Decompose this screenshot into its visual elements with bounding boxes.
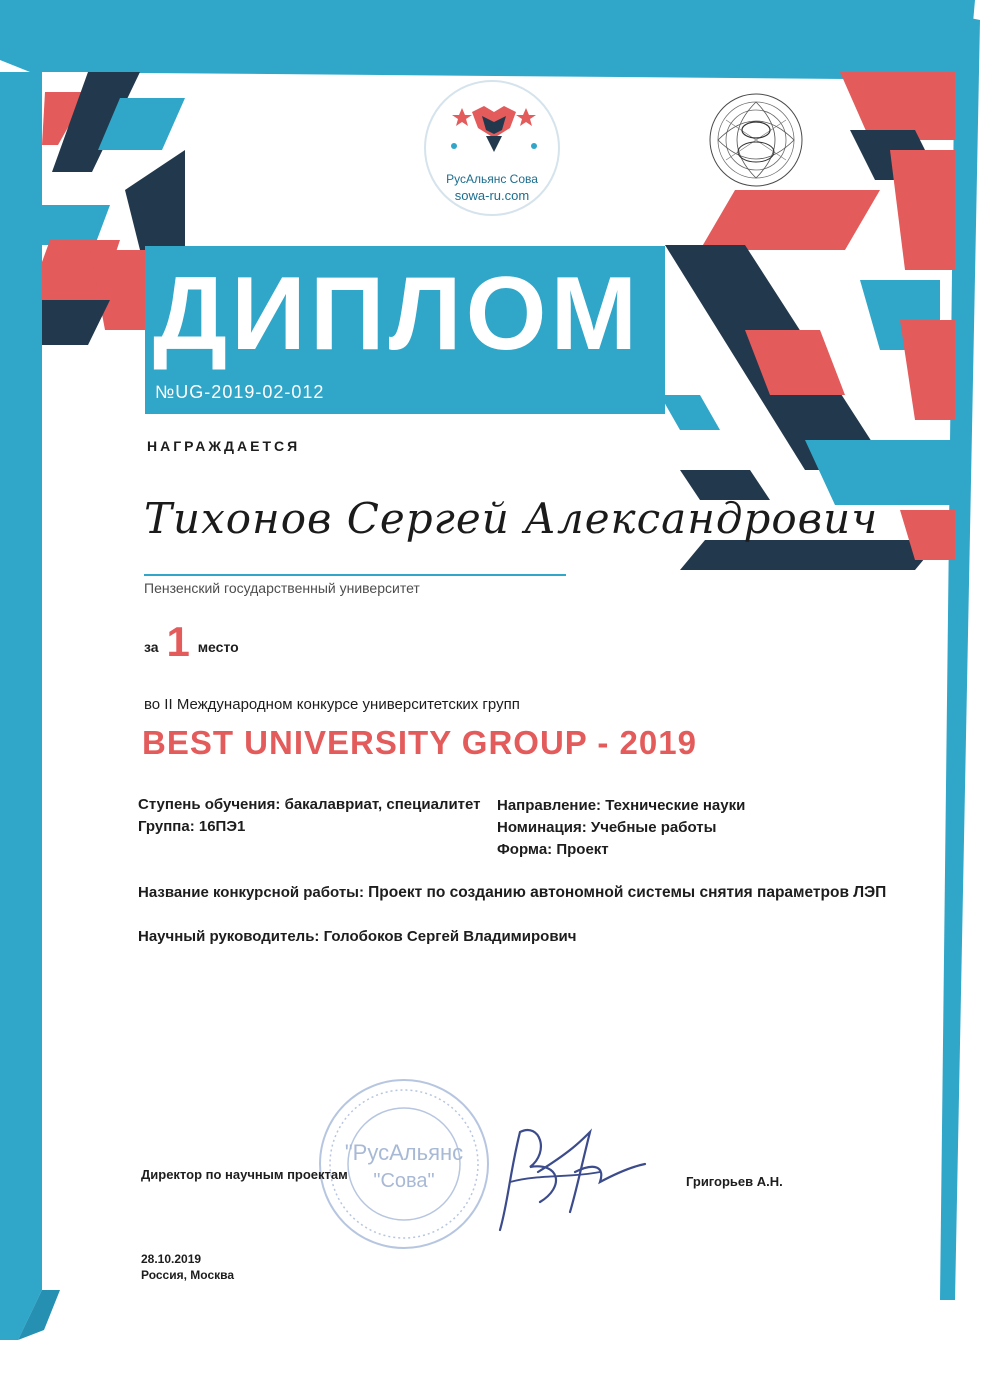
owl-logo-icon [426, 82, 562, 172]
place-suffix: место [197, 639, 239, 655]
organization-logo [424, 80, 560, 216]
diploma-number: №UG-2019-02-012 [155, 382, 325, 402]
study-group: Группа: 16ПЭ1 [138, 818, 246, 835]
issue-date: 28.10.2019 [141, 1252, 202, 1266]
form: Форма: Проект [497, 841, 609, 858]
title-banner [145, 246, 665, 414]
details-right [497, 795, 745, 861]
scientific-advisor: Научный руководитель: Голобоков Сергей Владимирович [138, 928, 577, 945]
signatory-name: Григорьев А.Н. [686, 1174, 783, 1189]
issue-location: Россия, Москва [141, 1268, 235, 1282]
stamp-text-line2: "Сова" [373, 1170, 435, 1192]
place-line [144, 618, 239, 666]
work-label: Название конкурсной работы: [138, 884, 364, 901]
logo-website: sowa-ru.com [454, 188, 530, 203]
direction: Направление: Технические науки [497, 797, 746, 814]
work-title [138, 884, 886, 902]
logo-org-name: РусАльянс Сова [446, 172, 538, 186]
emblem-icon [708, 92, 804, 188]
stamp-text-line1: "РусАльянс [344, 1140, 464, 1165]
document-title: ДИПЛОМ [153, 256, 642, 372]
contest-description: во II Международном конкурсе университетских групп [144, 696, 520, 713]
place-prefix: за [144, 639, 159, 655]
name-underline [144, 574, 566, 576]
recipient-university: Пензенский государственный университет [144, 580, 420, 596]
issue-info [141, 1251, 234, 1283]
study-level: Ступень обучения: бакалавриат, специалитет [138, 796, 481, 813]
nomination: Номинация: Учебные работы [497, 819, 717, 836]
signatory-position: Директор по научным проектам [141, 1167, 348, 1182]
recipient-name: Тихонов Сергей Александрович [144, 494, 879, 543]
event-title: BEST UNIVERSITY GROUP - 2019 [142, 724, 697, 761]
awarded-label: НАГРАЖДАЕТСЯ [147, 438, 301, 454]
details-left [138, 794, 481, 838]
place-number: 1 [166, 618, 190, 665]
signature-icon [480, 1112, 650, 1242]
official-stamp [316, 1076, 492, 1252]
work-value: Проект по созданию автономной системы снятия параметров ЛЭП [368, 884, 887, 901]
